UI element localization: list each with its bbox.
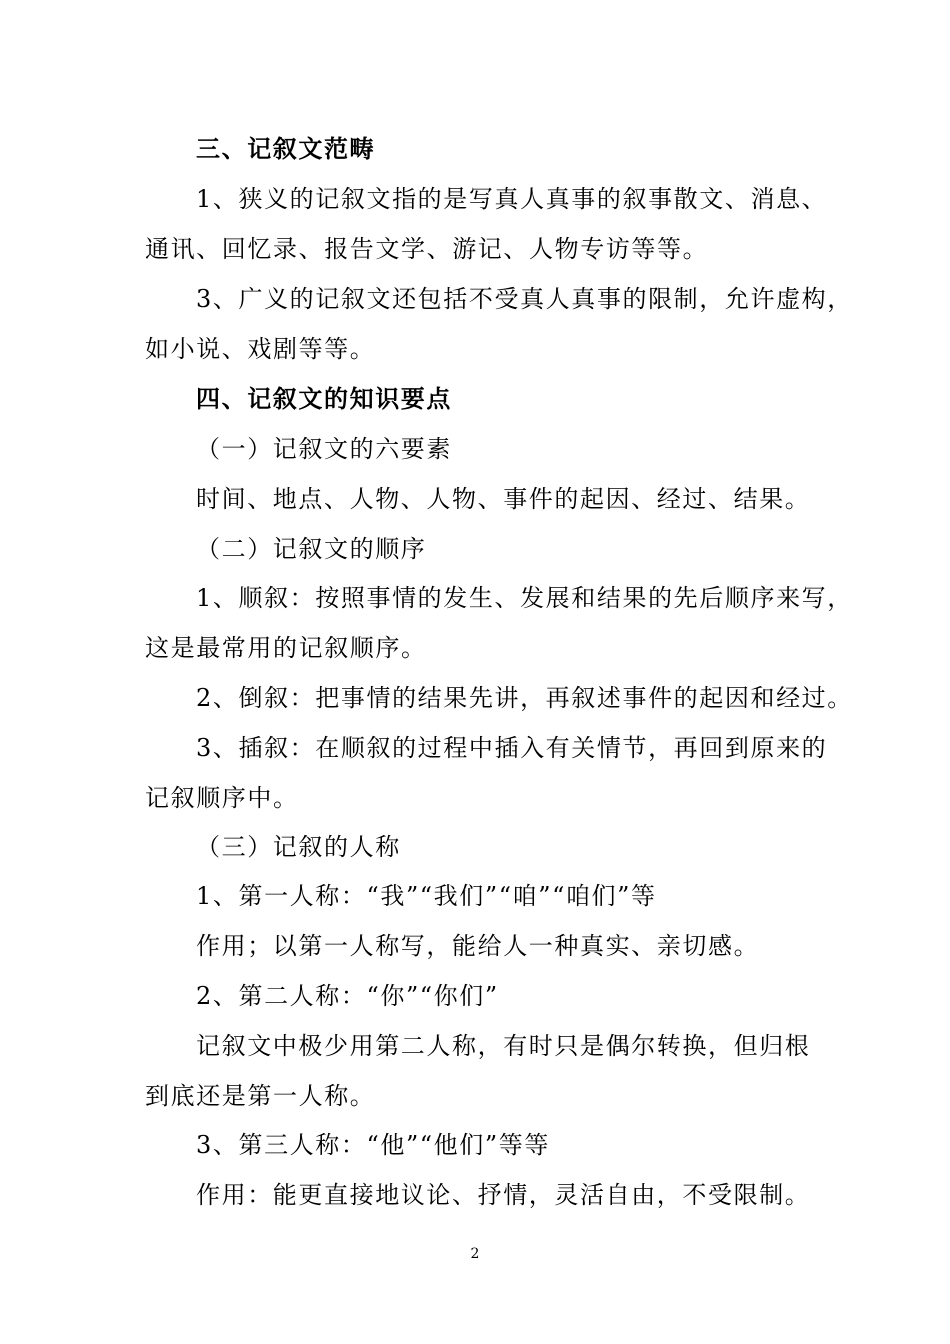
paragraph-line: 2、倒叙：把事情的结果先讲，再叙述事件的起因和经过。 (196, 684, 853, 712)
subheading-six-elements: （一）记叙文的六要素 (196, 435, 452, 463)
paragraph-line: 时间、地点、人物、人物、事件的起因、经过、结果。 (196, 485, 811, 513)
paragraph-line: 3、广义的记叙文还包括不受真人真事的限制，允许虚构， (196, 285, 853, 313)
paragraph-line: 1、第一人称：“我”“我们”“咱”“咱们”等 (196, 882, 657, 910)
paragraph-line: 3、第三人称：“他”“他们”等等 (196, 1131, 550, 1159)
paragraph-line: 3、插叙：在顺叙的过程中插入有关情节，再回到原来的 (196, 734, 828, 762)
subheading-person: （三）记叙的人称 (196, 833, 401, 861)
subheading-order: （二）记叙文的顺序 (196, 535, 427, 563)
paragraph-line: 记叙顺序中。 (145, 784, 299, 812)
paragraph-line: 作用；以第一人称写，能给人一种真实、亲切感。 (196, 932, 760, 960)
paragraph-line: 作用：能更直接地议论、抒情，灵活自由，不受限制。 (196, 1181, 811, 1209)
paragraph-line: 记叙文中极少用第二人称，有时只是偶尔转换，但归根 (196, 1032, 811, 1060)
paragraph-line: 通讯、回忆录、报告文学、游记、人物专访等等。 (145, 235, 709, 263)
paragraph-line: 到底还是第一人称。 (145, 1082, 376, 1110)
paragraph-line: 1、狭义的记叙文指的是写真人真事的叙事散文、消息、 (196, 185, 828, 213)
paragraph-line: 这是最常用的记叙顺序。 (145, 634, 427, 662)
section-heading-knowledge: 四、记叙文的知识要点 (196, 384, 452, 413)
paragraph-line: 如小说、戏剧等等。 (145, 335, 376, 363)
page-number: 2 (470, 1246, 480, 1262)
paragraph-line: 2、第二人称：“你”“你们” (196, 982, 499, 1010)
section-heading-scope: 三、记叙文范畴 (196, 134, 376, 163)
paragraph-line: 1、顺叙：按照事情的发生、发展和结果的先后顺序来写， (196, 584, 853, 612)
